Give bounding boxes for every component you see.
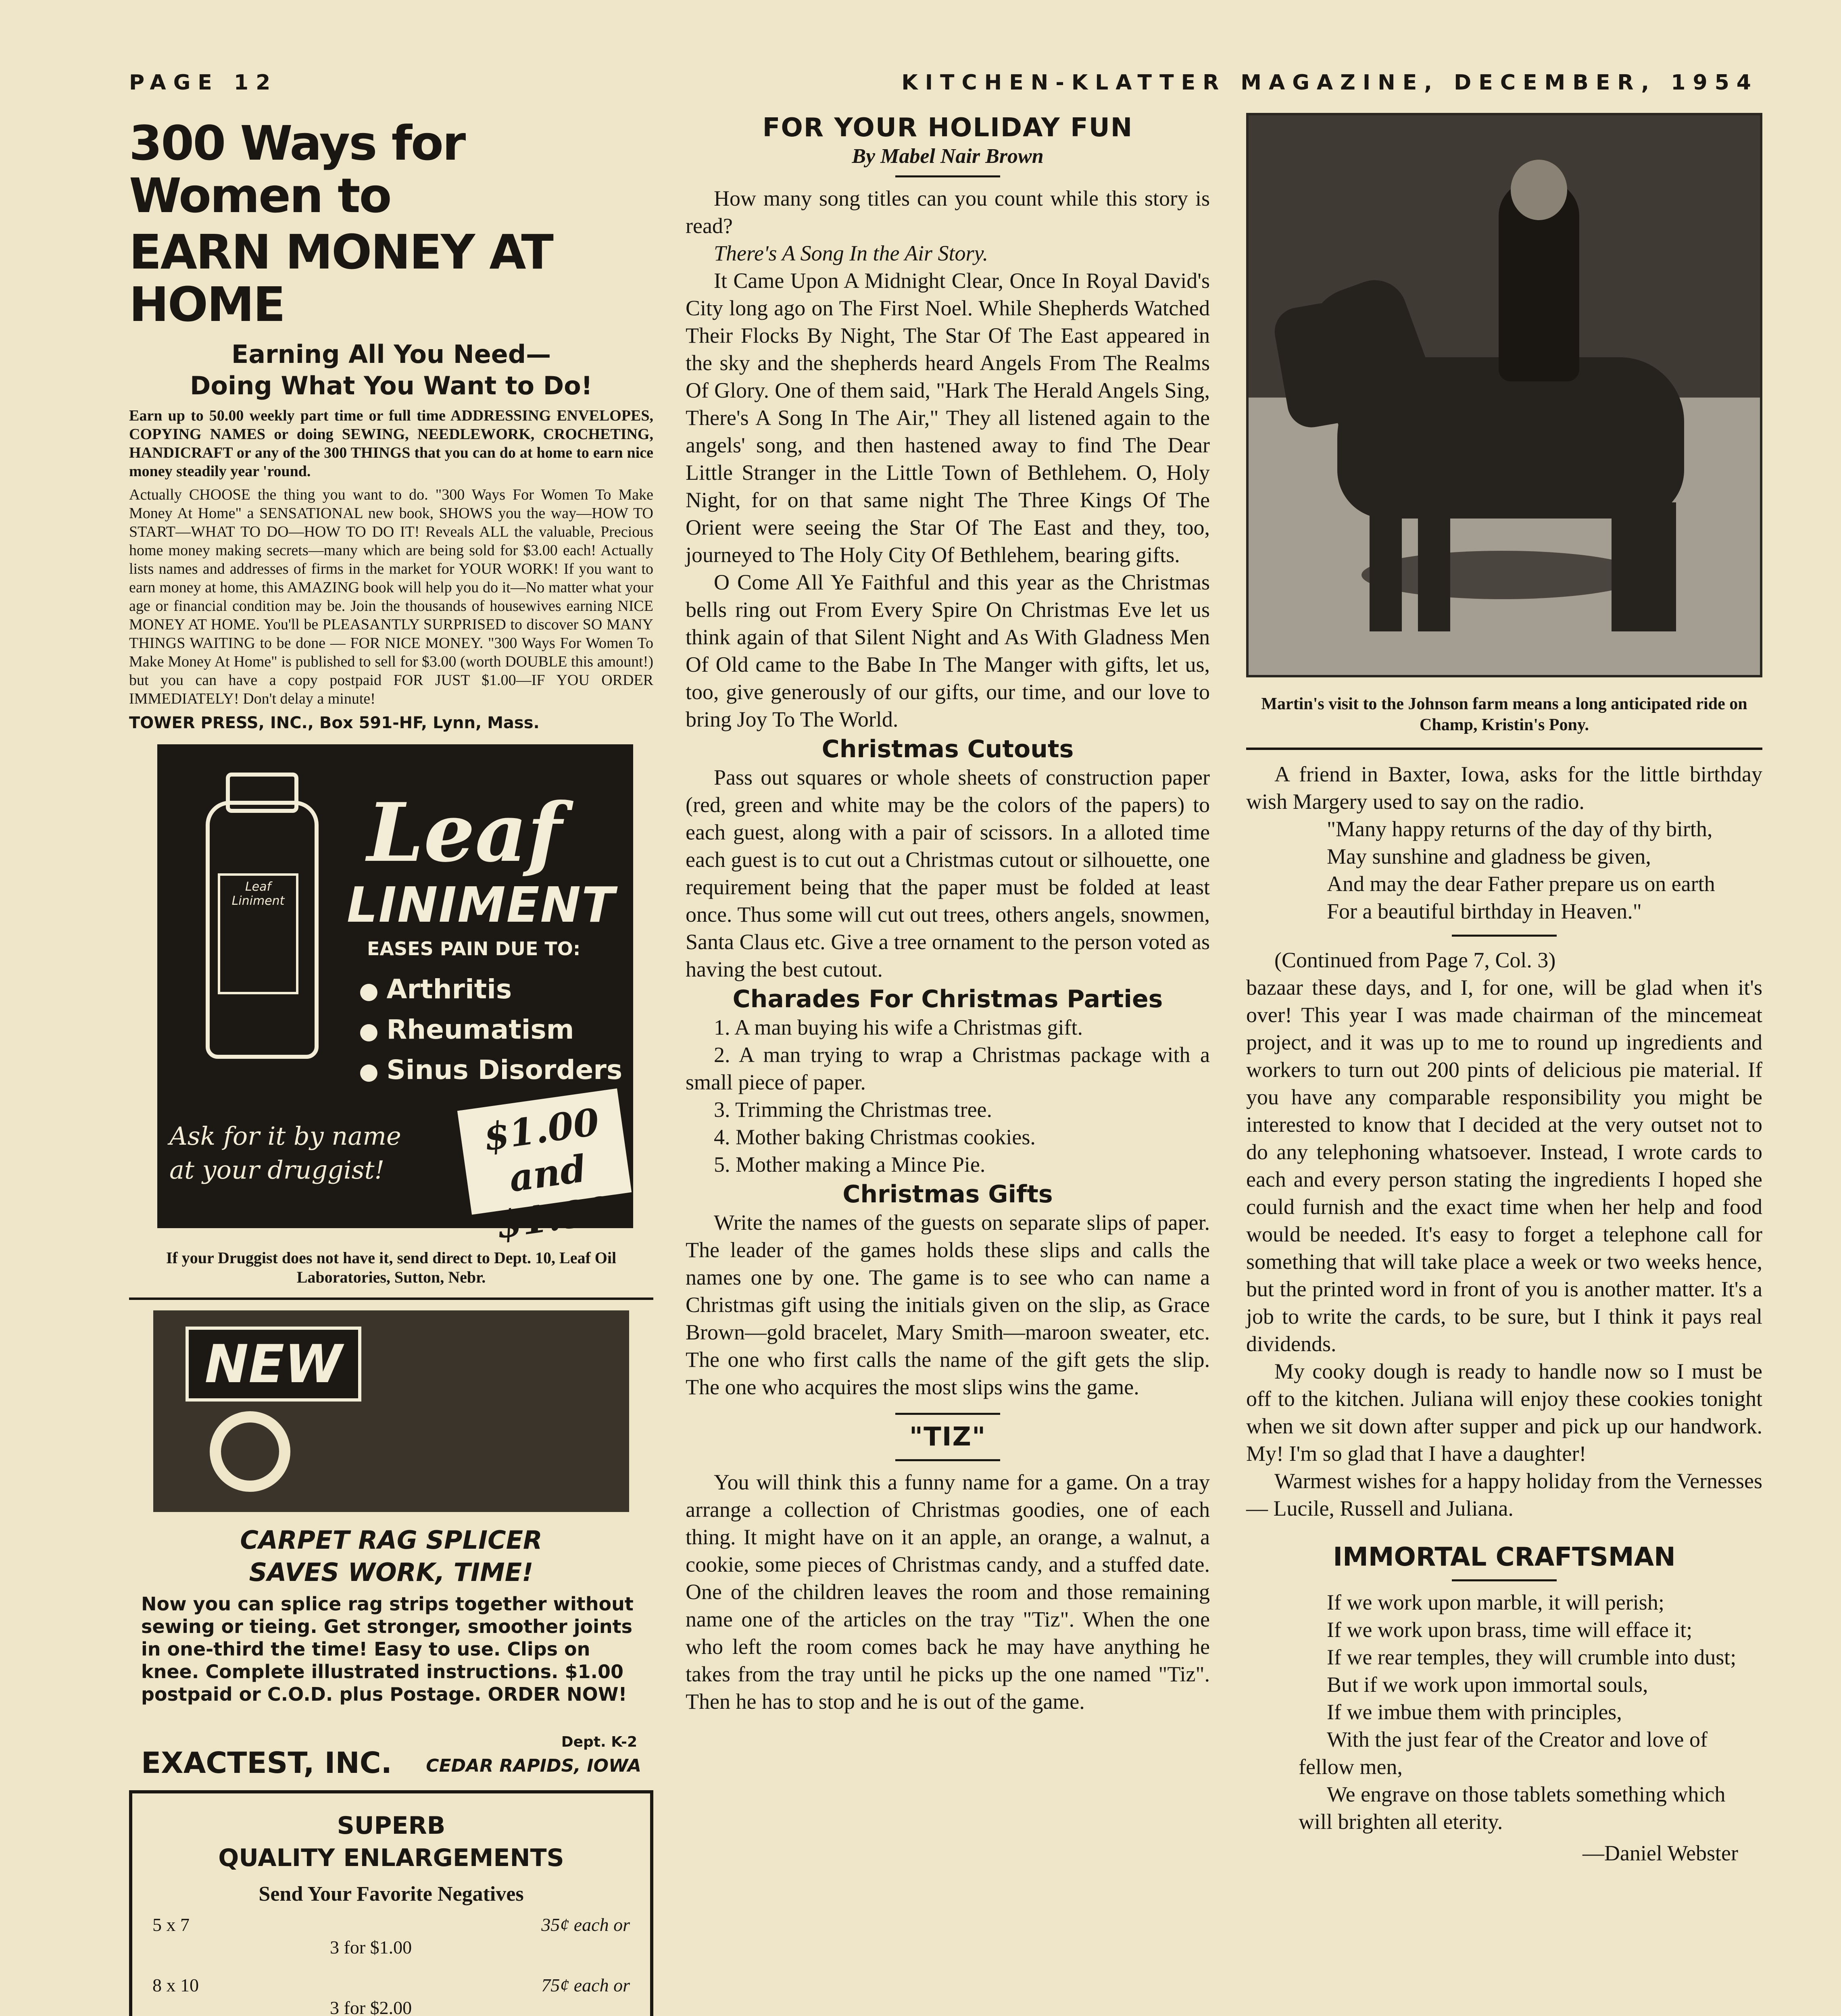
bazaar-paragraph: bazaar these days, and I, for one, will be glad when it's over! This year I was made chairman of the mincemeat project, and it was up to me to round up ingredients and workers to turn out 200 pints of delicious pie material. If you have any comparable responsibility you might be interested to know that I decided at the very outset not to do any telephoning whatsoever. Instead, I wrote cards to each and every person stating the ingredients I hoped she could furnish and the exact time when her help and food would be needed. It's easy to forget a telephone call for something that will take place a week or two weeks hence, but the printed word in front of you is another matter. It's a job to write the cards, to be sure, but I think it pays real dividends. [1246, 975, 1762, 1356]
earn-money-footer: TOWER PRESS, INC., Box 591-HF, Lynn, Mass. [129, 714, 540, 732]
poem-title: IMMORTAL CRAFTSMAN [1333, 1542, 1676, 1572]
friend-paragraph: A friend in Baxter, Iowa, asks for the little birthday wish Margery used to say on the radio. [1246, 762, 1762, 814]
price-bulk: 3 for $1.00 [330, 1937, 412, 1958]
photo-caption: Martin's visit to the Johnson farm means a long anticipated ride on Champ, Kristin's Pony. [1261, 695, 1747, 734]
liniment-note: If your Druggist does not have it, send direct to Dept. 10, Leaf Oil Laboratories, Sutton, Nebr. [166, 1249, 617, 1286]
charade-item: 4. Mother baking Christmas cookies. [714, 1125, 1036, 1149]
liniment-brand: Leaf [367, 785, 562, 880]
price-tag [457, 1088, 632, 1247]
earn-money-ad [129, 117, 653, 732]
pony-leg [1612, 502, 1644, 631]
splicer-tool-icon [210, 1411, 290, 1492]
pony-leg [1418, 502, 1450, 631]
column3-body [1246, 760, 1762, 1522]
poem-line: We engrave on those tablets something which will brighten all eterity. [1299, 1782, 1726, 1834]
cutouts-paragraph: Pass out squares or whole sheets of construction paper (red, green and white may be the colors of the papers) to each guest, along with a pair of scissors. In a alloted time each guest is to cut out a Christmas cutout or silhouette, one requirement being that the paper must be folded at least once. Thus some will cut out trees, others angels, snowmen, Santa Claus etc. Give a tree ornament to the person voted as having the best cutout. [686, 765, 1210, 981]
charade-item: 1. A man buying his wife a Christmas gift. [714, 1015, 1083, 1039]
ailment-item: ● Sinus Disorders [359, 1051, 622, 1091]
price-line-1: $1.00 and [481, 1100, 602, 1201]
ailment-item: ● Arthritis [359, 970, 622, 1010]
company-city: CEDAR RAPIDS, IOWA [426, 1756, 641, 1776]
poem-line: If we work upon marble, it will perish; [1327, 1590, 1664, 1614]
divider [895, 1413, 1000, 1415]
ailment-list [359, 970, 622, 1091]
liniment-eases: EASES PAIN DUE TO: [367, 938, 581, 960]
divider [895, 175, 1000, 177]
divider [895, 1459, 1000, 1461]
poem-line: If we work upon brass, time will efface it; [1327, 1618, 1693, 1642]
article-byline: By Mabel Nair Brown [852, 145, 1044, 168]
wish-line: "Many happy returns of the day of thy birth, [1327, 817, 1713, 841]
company-dept: Dept. K-2 [561, 1734, 637, 1750]
article-intro: How many song titles can you count while this story is read? [686, 186, 1210, 238]
leaf-liniment-ad [129, 744, 653, 1247]
splicer-body: Now you can splice rag strips together without sewing or tieing. Get stronger, smoother joints in one-third the time! Easy to use. Clips on knee. Complete illustrated instructions. $1.00 postpaid or C.O.D. plus Postage. ORDER NOW! [141, 1593, 634, 1705]
splicer-headline-2: SAVES WORK, TIME! [249, 1558, 534, 1587]
divider [129, 1297, 653, 1300]
tiz-paragraph: You will think this a funny name for a game. On a tray arrange a collection of Christmas goodies, one of each thing. It might have on it an apple, an orange, a walnut, a cookie, some pieces of Christmas candy, and a stuffed date. One of the children leaves the room and those remaining name one of the articles on the tray "Tiz". When the one who left the room comes back he may have anything he takes from the tray until he picks up the one named "Tiz". Then he has to stop and he is out of the game. [686, 1470, 1210, 1714]
wish-line: May sunshine and gladness be given, [1327, 844, 1651, 868]
bottle-label: Leaf Liniment [218, 873, 298, 994]
article-title: FOR YOUR HOLIDAY FUN [762, 113, 1133, 143]
pony-leg [1644, 502, 1676, 631]
carpet-splicer-ad [129, 1310, 653, 1778]
cutouts-heading: Christmas Cutouts [821, 735, 1074, 763]
story-line: There's A Song In the Air Story. [714, 241, 988, 265]
earn-money-subheadline-1: Earning All You Need— [231, 339, 551, 369]
gifts-heading: Christmas Gifts [842, 1180, 1053, 1208]
enlargements-send: Send Your Favorite Negatives [259, 1883, 524, 1906]
tiz-title: "TIZ" [909, 1422, 986, 1452]
earn-money-lead: Earn up to 50.00 weekly part time or full time ADDRESSING ENVELOPES, COPYING NAMES or doing SEWING, NEEDLEWORK, CROCHETING, HANDICRAFT or any of the 300 THINGS that you can do at home to earn nice money steadily year 'round. [129, 407, 653, 480]
poem-body [1246, 1589, 1762, 1867]
right-column [1246, 113, 1762, 1867]
pony-photo [1246, 113, 1762, 677]
boy-head [1511, 160, 1567, 220]
new-badge: NEW [186, 1327, 361, 1402]
poem-author: —Daniel Webster [1582, 1841, 1738, 1865]
continued-note: (Continued from Page 7, Col. 3) [1274, 948, 1556, 972]
wish-line: And may the dear Father prepare us on earth [1327, 872, 1715, 896]
earn-money-headline-2: EARN MONEY AT HOME [129, 224, 553, 332]
magazine-title: KITCHEN-KLATTER MAGAZINE, DECEMBER, 1954 [901, 71, 1758, 95]
splicer-headline-1: CARPET RAG SPLICER [240, 1525, 542, 1555]
page-header [129, 71, 1758, 103]
splicer-illustration [153, 1310, 629, 1512]
charade-item: 2. A man trying to wrap a Christmas package with a small piece of paper. [686, 1043, 1210, 1094]
company-name: EXACTEST, INC. [141, 1746, 392, 1780]
cooky-paragraph: My cooky dough is ready to handle now so I must be off to the kitchen. Juliana will enjoy these cookies tonight when we sit down after supper and pick up our handwork. My! I'm so glad that I have a daughter! [1246, 1359, 1762, 1466]
ask-line-1: Ask for it by name [169, 1121, 401, 1151]
price-row [152, 1974, 630, 2016]
tiz-body [686, 1468, 1210, 1715]
article-body [686, 185, 1210, 1401]
ask-for-it [169, 1119, 452, 1187]
gifts-paragraph: Write the names of the guests on separate slips of paper. The leader of the games holds these slips and calls the names one by one. The game is to see who can name a Christmas gift using the initials given on the slip, as Grace Brown—gold bracelet, Mary Smith—maroon sweater, etc. The one who first calls the name of the gift gets the slip. The one who acquires the most slips wins the game. [686, 1210, 1210, 1399]
earn-money-body: Actually CHOOSE the thing you want to do. "300 Ways For Women To Make Money At Home" a SENSATIONAL new book, SHOWS you the way—HOW TO START—WHAT TO DO—HOW TO DO IT! Reveals ALL the valuable, Precious home money making secrets—many which are being sold for $3.00 each! Actually lists names and addresses of firms in the market for YOUR WORK! If you want to earn money at home, this AMAZING book will help you do it—No matter what your age or financial condition may be. Join the thousands of housewives earning NICE MONEY AT HOME. You'll be PLEASANTLY SURPRISED to discover SO MANY THINGS WAITING to be done — FOR NICE MONEY. "300 Ways For Women To Make Money At Home" is published to sell for $3.00 (worth DOUBLE this amount!) but you can have a copy postpaid FOR JUST $1.00—IF YOU ORDER IMMEDIATELY! Don't delay a minute! [129, 486, 653, 707]
divider [1452, 1579, 1557, 1581]
ads-column [129, 113, 653, 2016]
price-each: 75¢ each or [541, 1975, 630, 1995]
ask-line-2: at your druggist! [169, 1155, 385, 1185]
liniment-product: LINIMENT [347, 877, 615, 933]
poem-line: With the just fear of the Creator and love of fellow men, [1299, 1727, 1708, 1779]
warmest-paragraph: Warmest wishes for a happy holiday from the Vernesses — Lucile, Russell and Juliana. [1246, 1469, 1762, 1520]
poem-line: If we imbue them with principles, [1327, 1700, 1622, 1724]
story-paragraph: It Came Upon A Midnight Clear, Once In Royal David's City long ago on The First Noel. While Shepherds Watched Their Flocks By Night, The Star Of The East appeared in the sky and the shepherds heard Angels From The Realms Of Glory. One of them said, "Hark The Herald Angels Sing, There's A Song In The Air," They all listened again to the angels' song, and then hastened away to find The Dear Little Stranger in the Little Town of Bethlehem. O, Holy Night, for on that same night The Three Kings Of The Orient were seeing the Star Of The East and they, too, journeyed to The Holy City Of Bethlehem, bearing gifts. [686, 269, 1210, 567]
splicer-company [141, 1734, 649, 1780]
price-bulk: 3 for $2.00 [330, 1997, 412, 2016]
enlargements-ad [129, 1790, 653, 2016]
splicer-headline [129, 1524, 653, 1589]
poem-line: If we rear temples, they will crumble into dust; [1327, 1645, 1737, 1669]
enlargements-line-2: QUALITY ENLARGEMENTS [218, 1844, 564, 1872]
charade-item: 3. Trimming the Christmas tree. [714, 1098, 992, 1122]
page-number: PAGE 12 [129, 71, 278, 95]
enlargements-line-1: SUPERB [337, 1812, 446, 1840]
pony-leg [1370, 502, 1402, 631]
article-column [686, 113, 1210, 1715]
charades-heading: Charades For Christmas Parties [732, 985, 1163, 1013]
price-size: 8 x 10 [152, 1975, 199, 1995]
ailment-item: ● Rheumatism [359, 1010, 622, 1051]
wish-line: For a beautiful birthday in Heaven." [1327, 899, 1642, 923]
photo-shadow [1361, 551, 1644, 599]
price-line-2: $1.89 [493, 1187, 615, 1247]
earn-money-headline-1: 300 Ways for Women to [129, 115, 465, 223]
poem-line: But if we work upon immortal souls, [1327, 1672, 1648, 1697]
divider [1452, 935, 1557, 937]
price-each: 35¢ each or [541, 1914, 630, 1935]
story-paragraph: O Come All Ye Faithful and this year as the Christmas bells ring out From Every Spire On Christmas Eve let us think again of that Silent Night and As With Gladness Men Of Old came to the Babe In The Manger with gifts, let us, too, give generously of our gifts, our time, and our love to bring Joy To The World. [686, 570, 1210, 731]
divider [1246, 748, 1762, 750]
price-row [152, 1914, 630, 1966]
earn-money-subheadline-2: Doing What You Want to Do! [190, 371, 593, 400]
charade-item: 5. Mother making a Mince Pie. [714, 1152, 986, 1177]
price-size: 5 x 7 [152, 1914, 190, 1935]
liniment-panel [157, 744, 633, 1247]
